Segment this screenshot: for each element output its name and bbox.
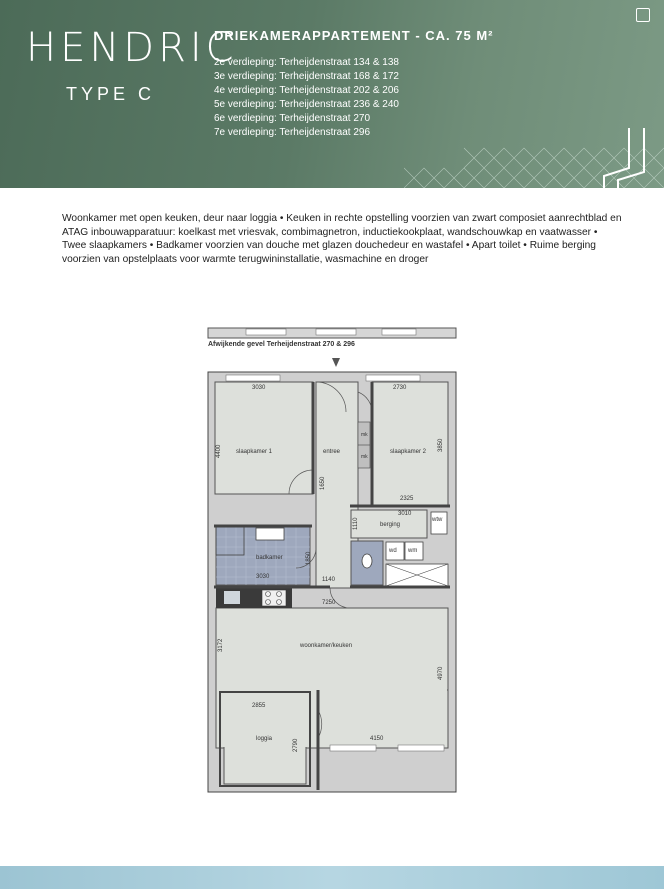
dimension-label: 3030: [252, 385, 266, 391]
dimension-label: 3030: [256, 574, 270, 580]
dimension-label: 3172: [218, 638, 224, 652]
arrow-icon: [332, 358, 340, 367]
floor-line: 4e verdieping: Terheijdenstraat 202 & 206: [214, 85, 399, 96]
description: Woonkamer met open keuken, deur naar loggia • Keuken in rechte opstelling voorzien van zwart composiet aanrechtblad en ATAG inbouwapparatuur: koelkast met vriesvak, combimagnetron, inductiekookplaat, wandschouwkap en vaatwasser • Twee slaapkamers • Badkamer voorzien van douche met glazen douchedeur en wastafel • Apart toilet • Ruime berging voorzien van opstelplaats voor warmte terugwininstallatie, wasmachine en droger: [62, 213, 622, 265]
toilet-bowl: [362, 554, 372, 568]
room-label-slaapkamer-1: slaapkamer 1: [236, 449, 273, 455]
window: [226, 375, 280, 381]
floor-line: 3e verdieping: Terheijdenstraat 168 & 172: [214, 71, 399, 82]
floor-line: 5e verdieping: Terheijdenstraat 236 & 240: [214, 99, 399, 110]
fixture-label-wtw: wtw: [432, 517, 443, 523]
room-label-slaapkamer-2: slaapkamer 2: [390, 449, 427, 455]
room-label-badkamer: badkamer: [256, 555, 283, 561]
floor-line: 6e verdieping: Terheijdenstraat 270: [214, 113, 371, 124]
room-slaapkamer-2: [372, 382, 448, 506]
dimension-label: 1850: [306, 551, 312, 565]
dimension-label: 2325: [400, 496, 414, 502]
dimension-label: 2855: [252, 703, 266, 709]
washbasin: [256, 528, 284, 540]
room-label-woonkamer: woonkamer/keuken: [300, 643, 353, 649]
floor-line: 7e verdieping: Terheijdenstraat 296: [214, 127, 371, 138]
type-label: TYPE C: [66, 84, 156, 104]
dimension-label: 3010: [398, 511, 412, 517]
room-label-loggia: loggia: [256, 736, 273, 742]
footer-band: [0, 866, 664, 889]
window: [398, 745, 444, 751]
kitchen-hob: [262, 590, 286, 606]
kitchen-sink: [224, 591, 240, 604]
floor-line: 2e verdieping: Terheijdenstraat 134 & 138: [214, 57, 399, 68]
room-label-entree: entree: [323, 449, 341, 455]
logo: HENDRIC: [26, 25, 238, 71]
page-title: DRIEKAMERAPPARTEMENT - CA. 75 M²: [214, 28, 494, 43]
dimension-label: 4150: [370, 736, 384, 742]
dimension-label: 4970: [438, 666, 444, 680]
dimension-label: 7250: [322, 600, 336, 606]
dimension-label: 2730: [393, 385, 407, 391]
dimension-label: 4400: [216, 444, 222, 458]
wtw-unit: [431, 512, 447, 534]
fixture-label-wm: wm: [408, 548, 418, 554]
room-woonkamer-fill: [217, 609, 447, 747]
dimension-label: 3850: [438, 438, 444, 452]
window: [366, 375, 420, 381]
window: [330, 745, 376, 751]
fixture-label-wd: wd: [389, 548, 397, 554]
dimension-label: 1650: [320, 476, 326, 490]
facade-note: Afwijkende gevel Terheijdenstraat 270 & 296: [208, 341, 355, 348]
room-slaapkamer-1: [215, 382, 313, 494]
room-label-berging: berging: [380, 522, 401, 528]
dimension-label: 2790: [293, 738, 299, 752]
dimension-label: 1110: [353, 517, 359, 530]
fixture-label-mk: mk: [361, 454, 368, 460]
fixture-label-mk: mk: [361, 432, 368, 438]
dimension-label: 1140: [322, 577, 335, 583]
